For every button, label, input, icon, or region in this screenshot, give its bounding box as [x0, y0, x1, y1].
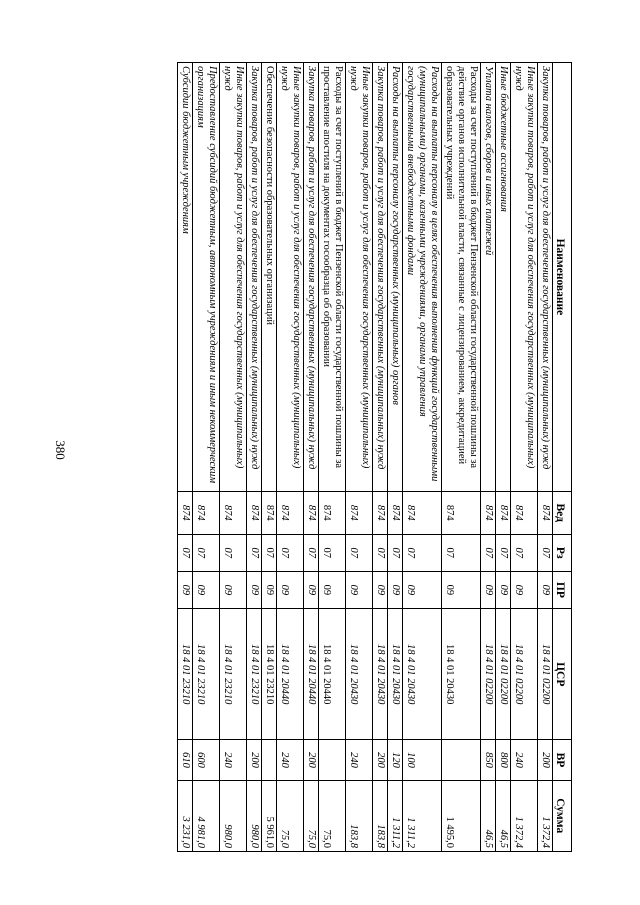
cell-vr: 240	[220, 740, 247, 780]
cell-sum: 980,0	[247, 780, 262, 852]
cell-sum: 46,5	[481, 780, 496, 852]
cell-rz: 07	[481, 534, 496, 571]
cell-rz: 07	[346, 534, 373, 571]
cell-sum: 3 231,0	[178, 780, 193, 852]
cell-rz: 07	[277, 534, 304, 571]
cell-name: Иные бюджетные ассигнования	[496, 63, 511, 492]
cell-rz: 07	[262, 534, 277, 571]
cell-sum: 1 372,4	[538, 780, 553, 852]
cell-csr: 18 4 01 02200	[496, 608, 511, 740]
cell-name: Субсидии бюджетным учреждениям	[178, 63, 193, 492]
cell-ved: 874	[247, 491, 262, 534]
table-body	[178, 63, 553, 852]
table-row	[373, 63, 388, 852]
cell-pr: 09	[193, 571, 220, 608]
cell-ved: 874	[481, 491, 496, 534]
cell-csr: 18 4 01 20440	[304, 608, 319, 740]
cell-pr: 09	[442, 571, 481, 608]
cell-vr: 200	[247, 740, 262, 780]
cell-csr: 18 4 01 23210	[193, 608, 220, 740]
header-rz: Рз	[553, 534, 572, 571]
cell-name: Закупка товаров, работ и услуг для обеспечения государственных (муниципальных) нужд	[373, 63, 388, 492]
cell-vr	[262, 740, 277, 780]
cell-rz: 07	[373, 534, 388, 571]
cell-name: Расходы на выплаты персоналу государственных (муниципальных) органов	[388, 63, 403, 492]
budget-table	[177, 62, 572, 852]
table-row	[304, 63, 319, 852]
cell-vr: 120	[388, 740, 403, 780]
cell-sum: 1 311,2	[388, 780, 403, 852]
header-pr: ПР	[553, 571, 572, 608]
cell-ved: 874	[442, 491, 481, 534]
cell-pr: 09	[277, 571, 304, 608]
cell-vr: 610	[178, 740, 193, 780]
cell-sum: 75,0	[304, 780, 319, 852]
cell-csr: 18 4 01 02200	[511, 608, 538, 740]
cell-csr: 18 4 01 23210	[178, 608, 193, 740]
cell-vr: 100	[403, 740, 442, 780]
table-row	[178, 63, 193, 852]
cell-rz: 07	[538, 534, 553, 571]
cell-csr: 18 4 01 23210	[262, 608, 277, 740]
cell-pr: 09	[511, 571, 538, 608]
page-number: 380	[53, 440, 68, 460]
table-header-row	[553, 63, 572, 852]
cell-name: Закупка товаров, работ и услуг для обеспечения государственных (муниципальных) нужд	[538, 63, 553, 492]
cell-name: Расходы за счет поступлений в бюджет Пензенской области государственной пошлины за действие органов исполнительной власти, связанные с лицензированием, аккредитацией образовательных учреждений	[442, 63, 481, 492]
cell-vr: 200	[538, 740, 553, 780]
cell-name: Расходы за счет поступлений в бюджет Пензенской области государственной пошлины за проставление апостиля на документах госообразца об образовании	[319, 63, 346, 492]
cell-name: Закупка товаров, работ и услуг для обеспечения государственных (муниципальных) нужд	[304, 63, 319, 492]
cell-ved: 874	[403, 491, 442, 534]
cell-pr: 09	[496, 571, 511, 608]
cell-ved: 874	[304, 491, 319, 534]
table-row	[319, 63, 346, 852]
cell-csr: 18 4 01 20430	[346, 608, 373, 740]
cell-vr: 200	[373, 740, 388, 780]
cell-pr: 09	[319, 571, 346, 608]
cell-sum: 1 495,0	[442, 780, 481, 852]
cell-rz: 07	[220, 534, 247, 571]
header-name: Наименование	[553, 63, 572, 492]
cell-csr: 18 4 01 20440	[277, 608, 304, 740]
cell-pr: 09	[388, 571, 403, 608]
cell-ved: 874	[193, 491, 220, 534]
rotated-table-container	[92, 62, 572, 852]
cell-ved: 874	[277, 491, 304, 534]
cell-name: Иные закупки товаров, работ и услуг для обеспечения государственных (муниципальных) нужд	[511, 63, 538, 492]
cell-ved: 874	[346, 491, 373, 534]
cell-name: Иные закупки товаров, работ и услуг для обеспечения государственных (муниципальных) нужд	[220, 63, 247, 492]
cell-vr: 240	[346, 740, 373, 780]
header-csr: ЦСР	[553, 608, 572, 740]
cell-ved: 874	[319, 491, 346, 534]
table-row	[403, 63, 442, 852]
cell-csr: 18 4 01 20430	[373, 608, 388, 740]
cell-rz: 07	[442, 534, 481, 571]
table-row	[220, 63, 247, 852]
cell-ved: 874	[373, 491, 388, 534]
cell-rz: 07	[247, 534, 262, 571]
cell-name: Иные закупки товаров, работ и услуг для обеспечения государственных (муниципальных) нужд	[277, 63, 304, 492]
cell-csr: 18 4 01 23210	[247, 608, 262, 740]
cell-name: Обеспечение безопасности образовательных организаций	[262, 63, 277, 492]
cell-csr: 18 4 01 20430	[388, 608, 403, 740]
header-vr: ВР	[553, 740, 572, 780]
header-sum: Сумма	[553, 780, 572, 852]
cell-rz: 07	[403, 534, 442, 571]
cell-vr: 200	[304, 740, 319, 780]
table-row	[538, 63, 553, 852]
cell-ved: 874	[388, 491, 403, 534]
cell-csr: 18 4 01 02200	[538, 608, 553, 740]
cell-rz: 07	[178, 534, 193, 571]
cell-vr: 600	[193, 740, 220, 780]
cell-csr: 18 4 01 02200	[481, 608, 496, 740]
cell-pr: 09	[247, 571, 262, 608]
cell-sum: 75,0	[277, 780, 304, 852]
cell-rz: 07	[388, 534, 403, 571]
cell-rz: 07	[193, 534, 220, 571]
cell-rz: 07	[511, 534, 538, 571]
cell-csr: 18 4 01 23210	[220, 608, 247, 740]
table-row	[277, 63, 304, 852]
header-ved: Вед	[553, 491, 572, 534]
cell-ved: 874	[538, 491, 553, 534]
cell-sum: 183,8	[346, 780, 373, 852]
cell-ved: 874	[178, 491, 193, 534]
cell-name: Предоставление субсидий бюджетным, автономным учреждениям и иным некоммерческим организациям	[193, 63, 220, 492]
table-row	[346, 63, 373, 852]
table-row	[511, 63, 538, 852]
cell-name: Уплата налогов, сборов и иных платежей	[481, 63, 496, 492]
cell-pr: 09	[373, 571, 388, 608]
cell-name: Расходы на выплаты персоналу в целях обеспечения выполнения функций государственными (муниципальными) органами, казенными учреждениями, органами управления государственными внебюджетными фондами	[403, 63, 442, 492]
cell-csr: 18 4 01 20430	[403, 608, 442, 740]
cell-pr: 09	[220, 571, 247, 608]
cell-pr: 09	[262, 571, 277, 608]
table-row	[442, 63, 481, 852]
cell-sum: 4 981,0	[193, 780, 220, 852]
cell-sum: 5 961,0	[262, 780, 277, 852]
cell-vr: 850	[481, 740, 496, 780]
table-row	[388, 63, 403, 852]
cell-sum: 1 372,4	[511, 780, 538, 852]
cell-pr: 09	[538, 571, 553, 608]
cell-rz: 07	[319, 534, 346, 571]
cell-vr: 240	[277, 740, 304, 780]
cell-rz: 07	[496, 534, 511, 571]
cell-vr	[319, 740, 346, 780]
cell-name: Иные закупки товаров, работ и услуг для обеспечения государственных (муниципальных) нужд	[346, 63, 373, 492]
cell-pr: 09	[403, 571, 442, 608]
cell-ved: 874	[511, 491, 538, 534]
cell-csr: 18 4 01 20440	[319, 608, 346, 740]
cell-sum: 75,0	[319, 780, 346, 852]
cell-vr: 240	[511, 740, 538, 780]
cell-sum: 1 311,2	[403, 780, 442, 852]
cell-pr: 09	[346, 571, 373, 608]
cell-ved: 874	[262, 491, 277, 534]
table-row	[247, 63, 262, 852]
table-row	[496, 63, 511, 852]
cell-csr: 18 4 01 20430	[442, 608, 481, 740]
cell-rz: 07	[304, 534, 319, 571]
cell-sum: 980,0	[220, 780, 247, 852]
cell-ved: 874	[496, 491, 511, 534]
cell-sum: 46,5	[496, 780, 511, 852]
cell-vr	[442, 740, 481, 780]
cell-pr: 09	[304, 571, 319, 608]
table-row	[481, 63, 496, 852]
cell-pr: 09	[178, 571, 193, 608]
cell-sum: 183,8	[373, 780, 388, 852]
cell-name: Закупка товаров, работ и услуг для обеспечения государственных (муниципальных) нужд	[247, 63, 262, 492]
table-row	[262, 63, 277, 852]
cell-ved: 874	[220, 491, 247, 534]
cell-pr: 09	[481, 571, 496, 608]
table-row	[193, 63, 220, 852]
cell-vr: 800	[496, 740, 511, 780]
